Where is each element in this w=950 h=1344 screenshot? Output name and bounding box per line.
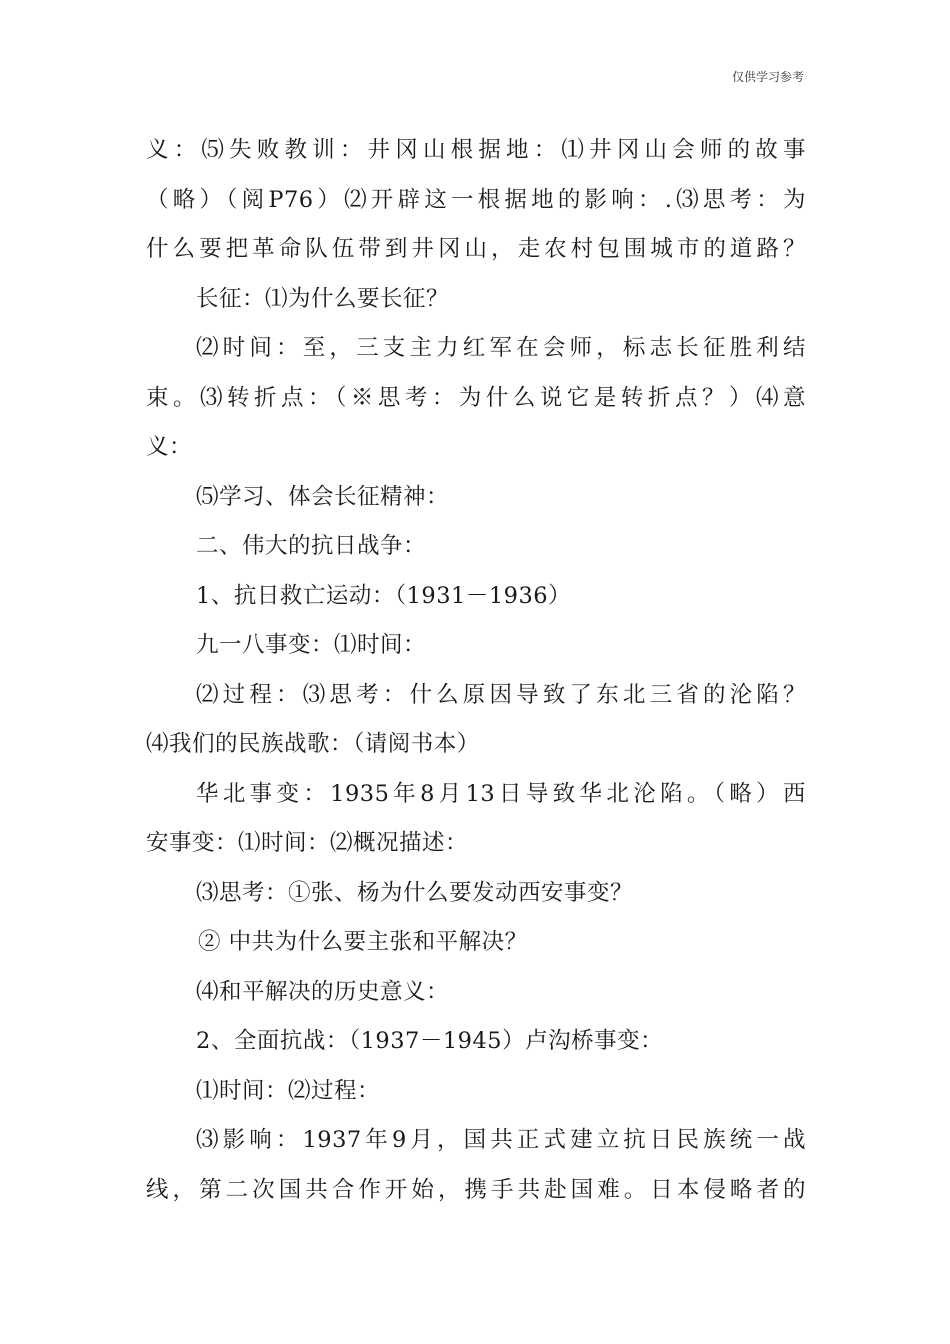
text-line: ⑷我们的民族战歌：（请阅书本） (146, 731, 480, 757)
text-line: （略）（阅P76）⑵开辟这一根据地的影响：.⑶思考：为 (146, 186, 806, 213)
text-line: 长征：⑴为什么要长征？ (196, 285, 450, 312)
text-line: ② 中共为什么要主张和平解决？ (198, 929, 528, 955)
text-line: 义：⑸失败教训：井冈山根据地：⑴井冈山会师的故事 (146, 137, 806, 163)
text-line: ⑷和平解决的历史意义： (196, 978, 450, 1005)
text-line: 束。⑶转折点：（※思考：为什么说它是转折点？）⑷意 (146, 384, 806, 411)
text-line: ⑶影响：1937年9月，国共正式建立抗日民族统一战 (196, 1127, 806, 1153)
subsection-heading: 2、全面抗战：（1937－1945）卢沟桥事变： (196, 1028, 664, 1054)
text-line: 义： (146, 434, 193, 460)
document-body (146, 126, 806, 1215)
page-header-note: 仅供学习参考 (731, 70, 804, 84)
text-line: 安事变：⑴时间：⑵概况描述： (146, 830, 469, 856)
section-heading: 二、伟大的抗日战争： (196, 533, 427, 559)
text-line: 线，第二次国共合作开始，携手共赴国难。日本侵略者的 (146, 1176, 806, 1203)
text-line: 九一八事变：⑴时间： (196, 632, 427, 658)
subsection-heading: 1、抗日救亡运动：（1931－1936） (196, 582, 572, 609)
text-line: ⑴时间：⑵过程： (196, 1077, 381, 1104)
text-line: ⑵过程：⑶思考：什么原因导致了东北三省的沦陷？ (196, 681, 806, 708)
text-line: ⑶思考：①张、杨为什么要发动西安事变？ (196, 879, 634, 906)
text-line: 什么要把革命队伍带到井冈山，走农村包围城市的道路？ (146, 236, 806, 262)
text-line: 华北事变：1935年8月13日导致华北沦陷。（略）西 (196, 780, 806, 807)
text-line: ⑵时间：至，三支主力红军在会师，标志长征胜利结 (196, 335, 806, 361)
text-line: ⑸学习、体会长征精神： (196, 483, 450, 510)
